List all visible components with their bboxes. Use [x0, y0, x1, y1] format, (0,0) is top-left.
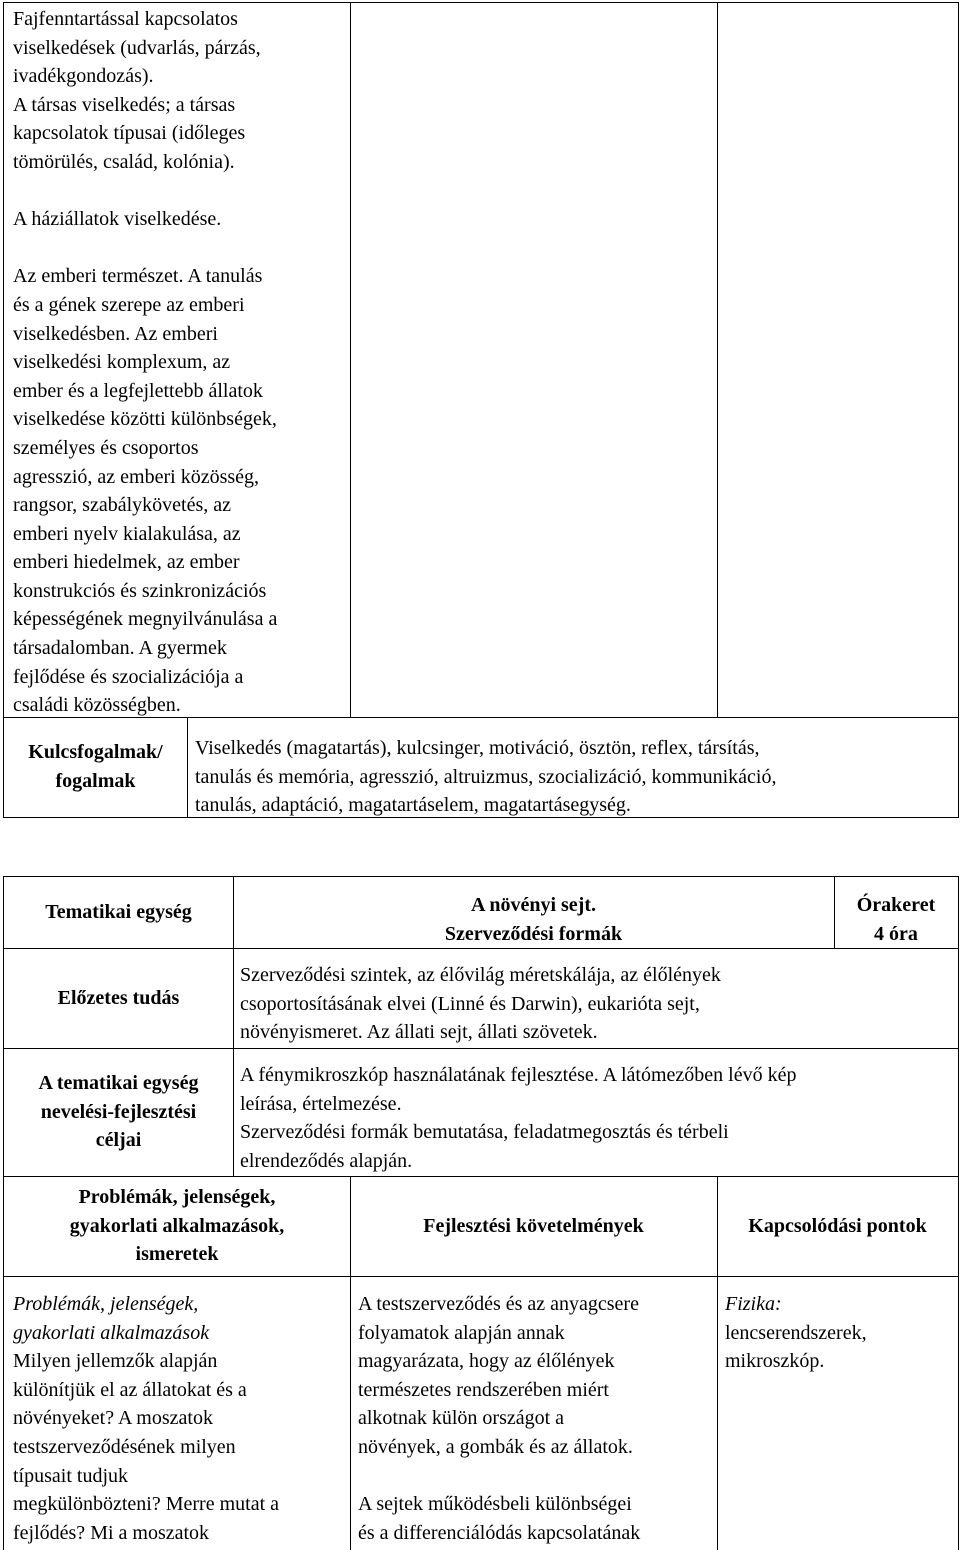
col3-content-cell — [717, 1276, 959, 1550]
col1-header: Problémák, jelenségek, gyakorlati alkalmazások, ismeretek — [69, 1186, 285, 1266]
goals-value-cell — [233, 1048, 959, 1177]
thematic-unit-title: A növényi sejt. Szerveződési formák — [444, 894, 623, 945]
col1-header-cell — [3, 1176, 351, 1277]
goals-label-cell — [3, 1048, 234, 1177]
col2-content-cell — [350, 1276, 718, 1550]
empty-cell-middle — [350, 2, 718, 718]
col3-italic-heading: Fizika: — [725, 1293, 782, 1315]
hours-cell — [834, 876, 959, 949]
prior-knowledge-label-cell — [3, 948, 234, 1049]
goals-value: A fénymikroszkóp használatának fejlesztése. A látómezőben lévő kép leírása, értelmezése. Szerveződési formák bemutatása, feladatmegosztás és térbeli elrendeződés alapján. — [240, 1064, 797, 1172]
col2-header: Fejlesztési követelmények — [423, 1214, 644, 1237]
content-text: Fajfenntartással kapcsolatos viselkedések (udvarlás, párzás, ivadékgondozás). A társas viselkedés; a társas kapcsolatok típusai (időleges tömörülés, család, kolónia). A háziállatok viselkedése. Az emberi természet. A tanulás és a gének szerepe az emberi viselkedésben. Az emberi viselkedési komplexum, az ember és a legfejlettebb állatok viselkedése közötti különbségek, személyes és csoportos agresszió, az emberi közösség, rangsor, szabálykövetés, az emberi nyelv kialakulása, az emberi hiedelmek, az ember konstrukciós és szinkronizációs képességének megnyilvánulása a társadalomban. A gyermek fejlődése és szocializációja a családi közösségben. — [13, 8, 278, 717]
prior-knowledge-label: Előzetes tudás — [57, 986, 180, 1009]
prior-knowledge-value: Szerveződési szintek, az élővilág méretskálája, az élőlények csoportosításának elvei (Linné és Darwin), eukarióta sejt, növényismeret. Az állati sejt, állati szövetek. — [240, 964, 721, 1044]
goals-label: A tematikai egység nevelési-fejlesztési céljai — [38, 1072, 199, 1152]
col3-text: lencserendszerek, mikroszkóp. — [725, 1321, 867, 1373]
key-concepts-value-cell — [187, 717, 959, 818]
col2-header-cell — [350, 1176, 718, 1277]
prior-knowledge-value-cell — [233, 948, 959, 1049]
thematic-unit-label: Tematikai egység — [45, 901, 192, 924]
col1-text: Milyen jellemzők alapján különítjük el az állatokat és a növényeket? A moszatok testszerveződésének milyen típusait tudjuk megkülönbözteni? Merre mutat a fejlődés? Mi a moszatok — [13, 1350, 280, 1544]
thematic-unit-label-cell — [3, 876, 234, 949]
col3-header-cell — [717, 1176, 959, 1277]
empty-cell-right — [717, 2, 959, 718]
key-concepts-value: Viselkedés (magatartás), kulcsinger, motiváció, ösztön, reflex, társítás, tanulás és memória, agresszió, altruizmus, szocializáció, kommunikáció, tanulás, adaptáció, magatartáselem, magatartásegység. — [195, 737, 777, 817]
col1-italic-heading: Problémák, jelenségek, gyakorlati alkalmazások — [13, 1293, 210, 1344]
col3-header: Kapcsolódási pontok — [748, 1214, 927, 1237]
content-cell — [3, 2, 351, 718]
key-concepts-label-cell — [3, 717, 188, 818]
key-concepts-label: Kulcsfogalmak/ fogalmak — [28, 741, 163, 792]
col1-content-cell — [3, 1276, 351, 1550]
thematic-unit-title-cell — [233, 876, 835, 949]
hours-label: Órakeret 4 óra — [856, 894, 936, 945]
col2-text: A testszerveződés és az anyagcsere folyamatok alapján annak magyarázata, hogy az élőlények természetes rendszerében miért alkotnak külön országot a növények, a gombák és az állatok. A sejtek működésbeli különbségei és a differenciálódás kapcsolatának — [358, 1293, 641, 1544]
